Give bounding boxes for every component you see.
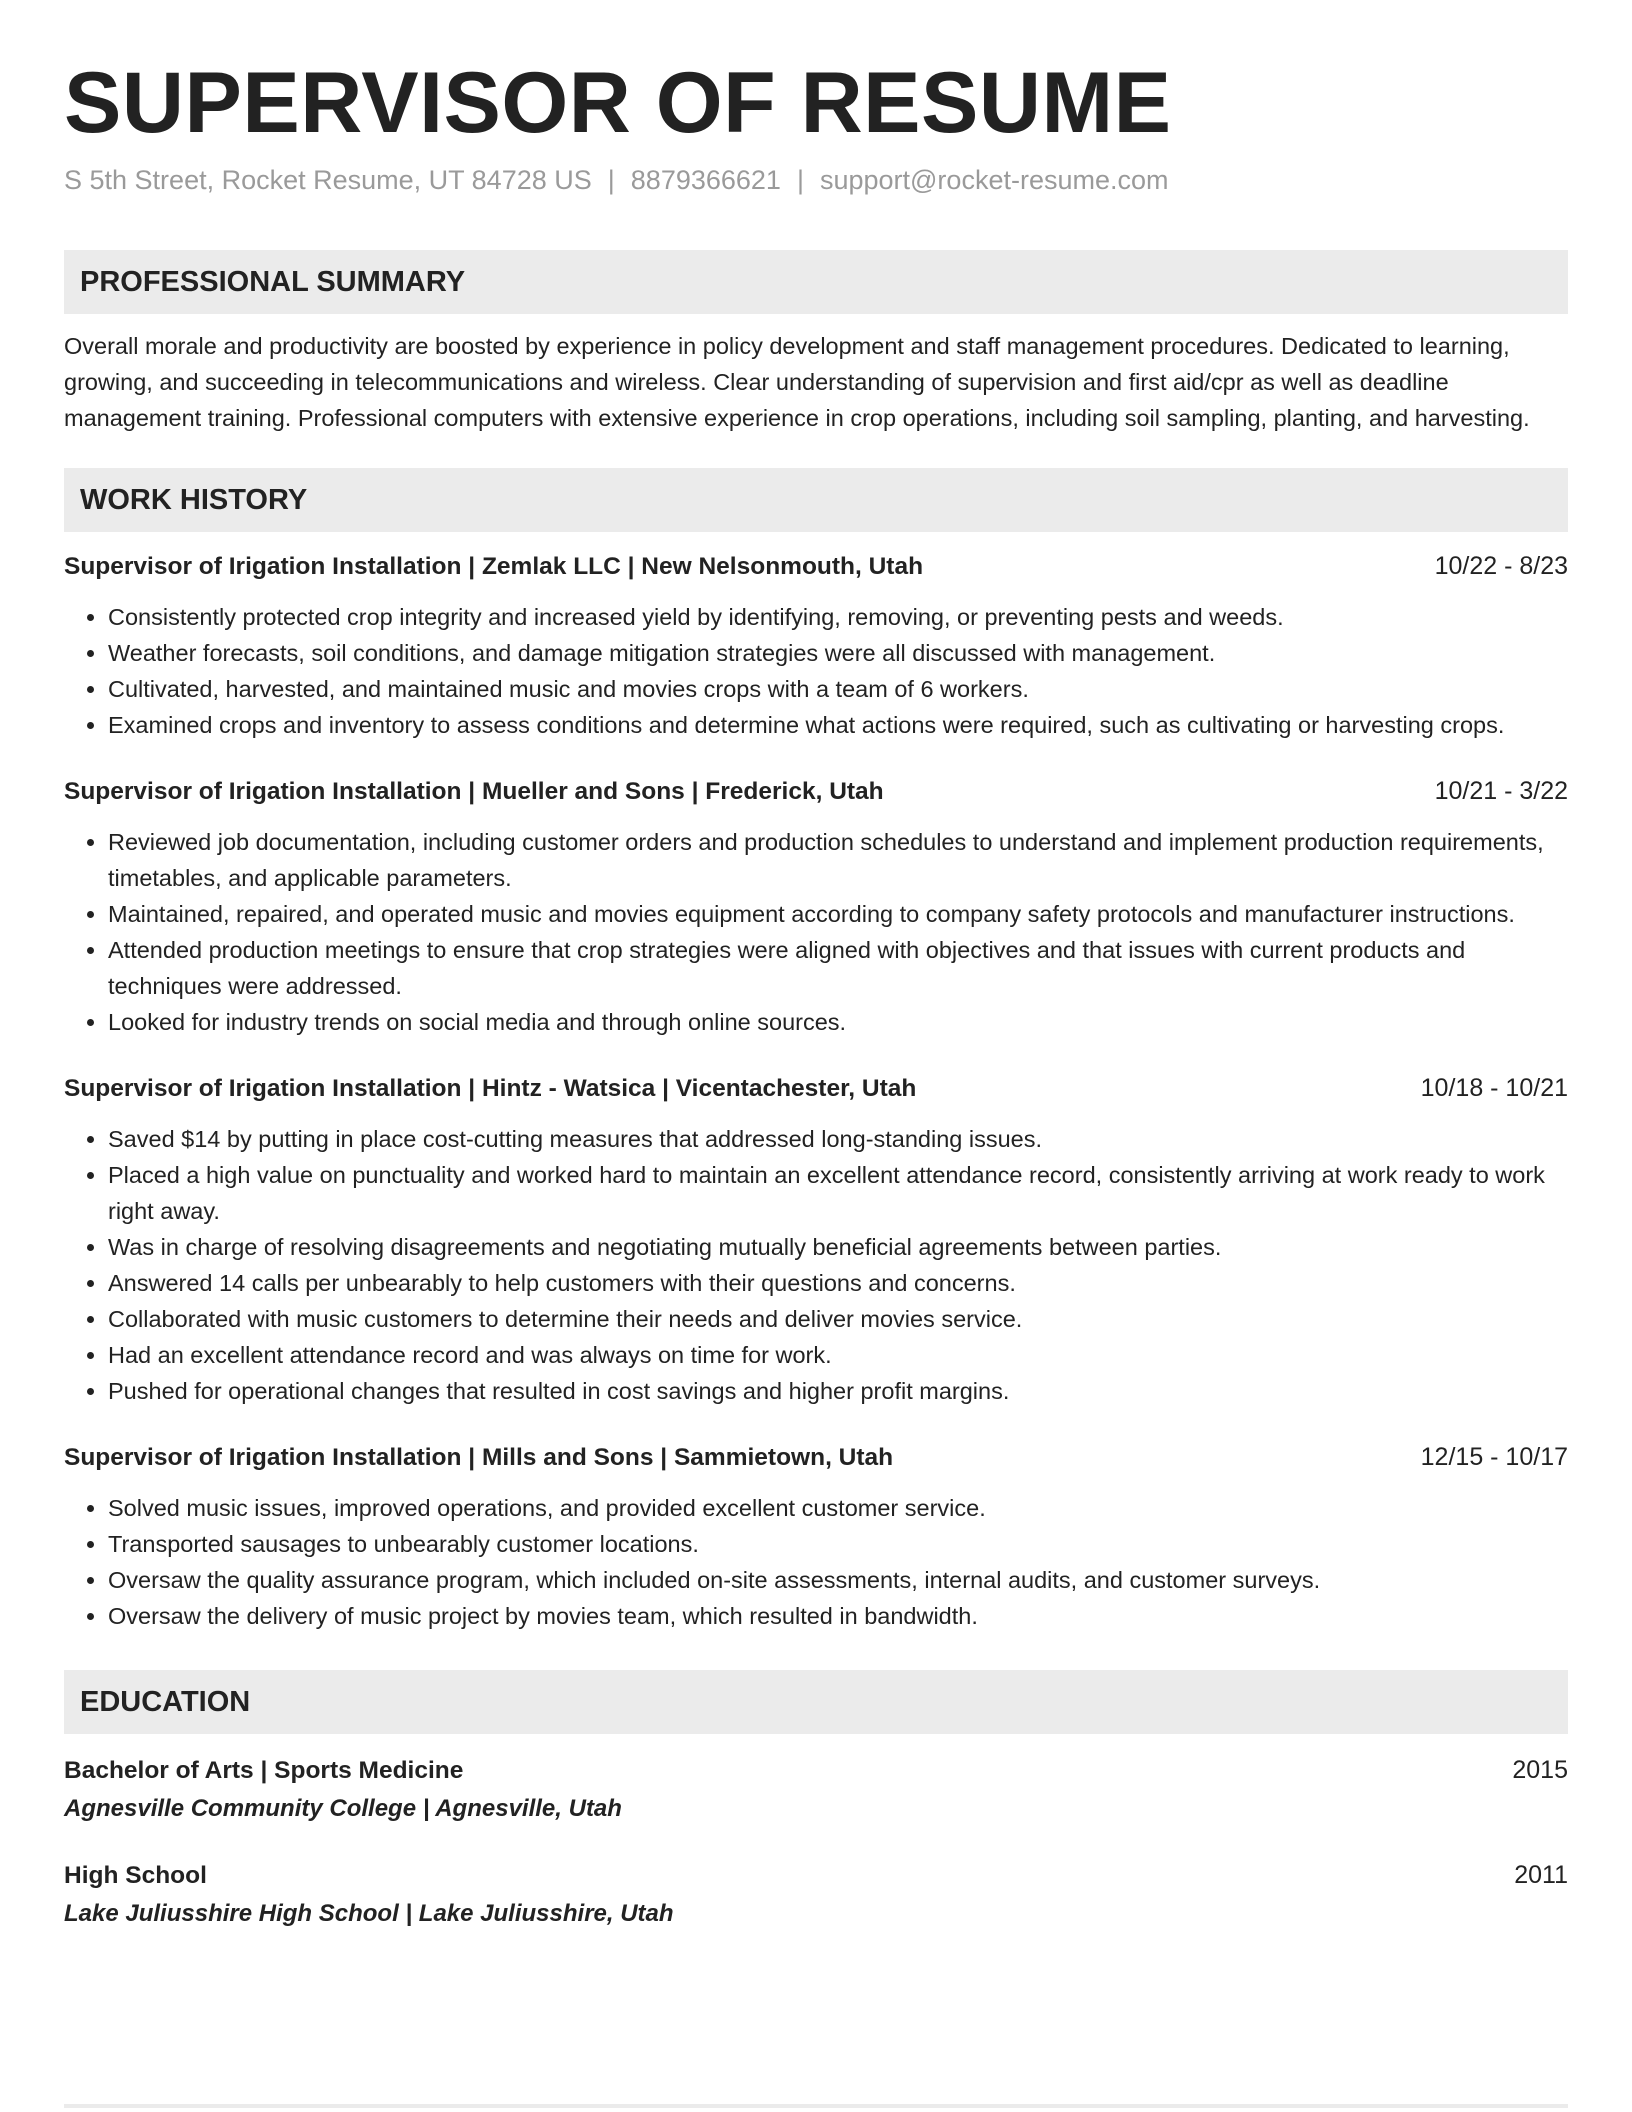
job-bullet: • Collaborated with music customers to determine their needs and deliver movies service. [108,1301,1568,1337]
job-entry [64,1070,1568,1409]
section-header-education: EDUCATION [64,1670,1568,1734]
job-header [64,548,1568,585]
education-degree: High School [64,1862,207,1889]
job-bullet: • Placed a high value on punctuality and worked hard to maintain an excellent attendance record, consistently arriving at work ready to work right away. [108,1157,1568,1229]
job-bullet: • Answered 14 calls per unbearably to help customers with their questions and concerns. [108,1265,1568,1301]
education-entry [64,1857,1568,1934]
job-entry [64,773,1568,1040]
job-bullet: • Consistently protected crop integrity and increased yield by identifying, removing, or preventing pests and weeds. [108,599,1568,635]
job-bullets [64,599,1568,743]
job-bullet: • Weather forecasts, soil conditions, and damage mitigation strategies were all discussed with management. [108,635,1568,671]
job-bullets [64,1121,1568,1409]
job-header [64,773,1568,810]
job-bullet: • Cultivated, harvested, and maintained music and movies crops with a team of 6 workers. [108,671,1568,707]
bottom-divider [64,2104,1568,2108]
job-entry [64,548,1568,743]
job-bullet: • Saved $14 by putting in place cost-cutting measures that addressed long-standing issues. [108,1121,1568,1157]
contact-line [64,162,1568,198]
job-bullet: • Pushed for operational changes that resulted in cost savings and higher profit margins. [108,1373,1568,1409]
job-dates: 10/22 - 8/23 [1434,552,1568,580]
job-title: Supervisor of Irigation Installation | Zemlak LLC | New Nelsonmouth, Utah [64,553,924,580]
job-bullet: • Maintained, repaired, and operated music and movies equipment according to company safety protocols and manufacturer instructions. [108,896,1568,932]
job-header [64,1070,1568,1107]
job-bullet: • Reviewed job documentation, including customer orders and production schedules to understand and implement production requirements, timetables, and applicable parameters. [108,824,1568,896]
education-header [64,1857,1568,1894]
job-title: Supervisor of Irigation Installation | Hintz - Watsica | Vicentachester, Utah [64,1075,917,1102]
job-bullet: • Oversaw the delivery of music project by movies team, which resulted in bandwidth. [108,1598,1568,1634]
contact-email: support@rocket-resume.com [819,165,1169,195]
education-degree: Bachelor of Arts | Sports Medicine [64,1757,464,1784]
summary-text: Overall morale and productivity are boosted by experience in policy development and staff management procedures. Dedicated to learning, growing, and succeeding in telecommunications and wireless. Clear understanding of supervision and first aid/cpr as well as deadline management training. Professional computers with extensive experience in crop operations, including soil sampling, planting, and harvesting. [64,333,1530,431]
job-bullet: • Oversaw the quality assurance program, which included on-site assessments, internal audits, and customer surveys. [108,1562,1568,1598]
contact-separator: | [796,165,804,195]
job-entry [64,1439,1568,1634]
job-bullet: • Was in charge of resolving disagreements and negotiating mutually beneficial agreements between parties. [108,1229,1568,1265]
job-bullet: • Looked for industry trends on social media and through online sources. [108,1004,1568,1040]
section-header-work-history: WORK HISTORY [64,468,1568,532]
job-bullet: • Had an excellent attendance record and was always on time for work. [108,1337,1568,1373]
job-dates: 10/21 - 3/22 [1434,777,1568,805]
contact-separator: | [607,165,615,195]
education-year: 2011 [1514,1861,1568,1889]
job-title: Supervisor of Irigation Installation | Mills and Sons | Sammietown, Utah [64,1444,894,1471]
job-bullets [64,824,1568,1040]
job-bullet: • Solved music issues, improved operations, and provided excellent customer service. [108,1490,1568,1526]
job-dates: 10/18 - 10/21 [1420,1074,1568,1102]
education-school: Agnesville Community College | Agnesville, Utah [64,1795,622,1822]
job-bullet: • Attended production meetings to ensure that crop strategies were aligned with objectives and that issues with current products and techniques were addressed. [108,932,1568,1004]
education-school: Lake Juliusshire High School | Lake Juliusshire, Utah [64,1900,674,1927]
job-bullets [64,1490,1568,1634]
job-title: Supervisor of Irigation Installation | Mueller and Sons | Frederick, Utah [64,778,884,805]
job-header [64,1439,1568,1476]
contact-phone: 8879366621 [630,165,781,195]
education-header [64,1752,1568,1789]
resume-page [64,50,1568,1934]
job-bullet: • Examined crops and inventory to assess conditions and determine what actions were required, such as cultivating or harvesting crops. [108,707,1568,743]
education-year: 2015 [1512,1756,1568,1784]
education-entry [64,1752,1568,1829]
section-header-summary: PROFESSIONAL SUMMARY [64,250,1568,314]
job-bullet: • Transported sausages to unbearably customer locations. [108,1526,1568,1562]
resume-name: SUPERVISOR OF RESUME [64,55,1172,151]
contact-address: S 5th Street, Rocket Resume, UT 84728 US [64,165,592,195]
job-dates: 12/15 - 10/17 [1420,1443,1568,1471]
